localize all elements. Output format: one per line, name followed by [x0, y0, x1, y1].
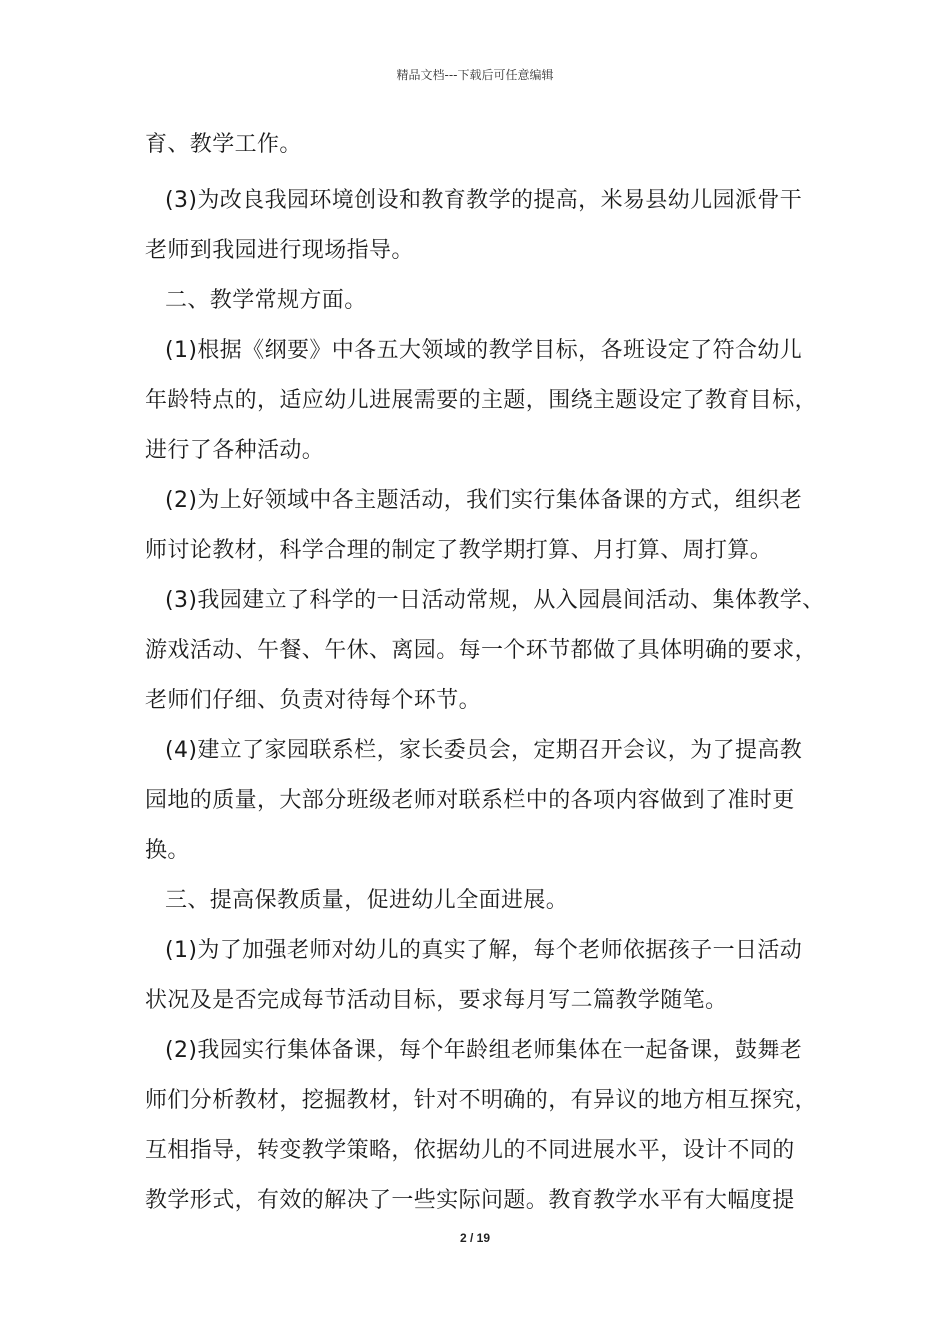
text-line: 年龄特点的，适应幼儿进展需要的主题，围绕主题设定了教育目标， — [145, 388, 818, 413]
text-line: (1)为了加强老师对幼儿的真实了解，每个老师依据孩子一日活动 — [165, 938, 803, 963]
section-heading: 二、教学常规方面。 — [165, 288, 367, 313]
text-line: 师讨论教材，科学合理的制定了教学期打算、月打算、周打算。 — [145, 538, 773, 563]
text-line: 园地的质量，大部分班级老师对联系栏中的各项内容做到了准时更 — [145, 788, 795, 813]
text-line: (1)根据《纲要》中各五大领域的教学目标，各班设定了符合幼儿 — [165, 338, 803, 363]
text-line: 换。 — [145, 838, 190, 863]
text-line: (2)我园实行集体备课，每个年龄组老师集体在一起备课，鼓舞老 — [165, 1038, 803, 1063]
text-line: 老师们仔细、负责对待每个环节。 — [145, 688, 482, 713]
text-line: 育、教学工作。 — [145, 132, 302, 157]
text-line: 互相指导，转变教学策略，依据幼儿的不同进展水平，设计不同的 — [145, 1138, 795, 1163]
section-heading: 三、提高保教质量，促进幼儿全面进展。 — [165, 888, 569, 913]
text-line: 游戏活动、午餐、午休、离园。每一个环节都做了具体明确的要求， — [145, 638, 818, 663]
text-line: (2)为上好领域中各主题活动，我们实行集体备课的方式，组织老 — [165, 488, 803, 513]
text-line: 教学形式，有效的解决了一些实际问题。教育教学水平有大幅度提 — [145, 1188, 795, 1213]
page-number: 2 / 19 — [459, 1231, 491, 1245]
text-line: (3)为改良我园环境创设和教育教学的提高，米易县幼儿园派骨干 — [165, 188, 803, 213]
text-line: 进行了各种活动。 — [145, 438, 325, 463]
text-line: (3)我园建立了科学的一日活动常规，从入园晨间活动、集体教学、 — [165, 588, 825, 613]
text-line: 状况及是否完成每节活动目标，要求每月写二篇教学随笔。 — [145, 988, 728, 1013]
page-header: 精品文档---下载后可任意编辑 — [396, 68, 554, 82]
text-line: 老师到我园进行现场指导。 — [145, 238, 414, 263]
text-line: (4)建立了家园联系栏，家长委员会，定期召开会议，为了提高教 — [165, 738, 803, 763]
text-line: 师们分析教材，挖掘教材，针对不明确的，有异议的地方相互探究， — [145, 1088, 818, 1113]
